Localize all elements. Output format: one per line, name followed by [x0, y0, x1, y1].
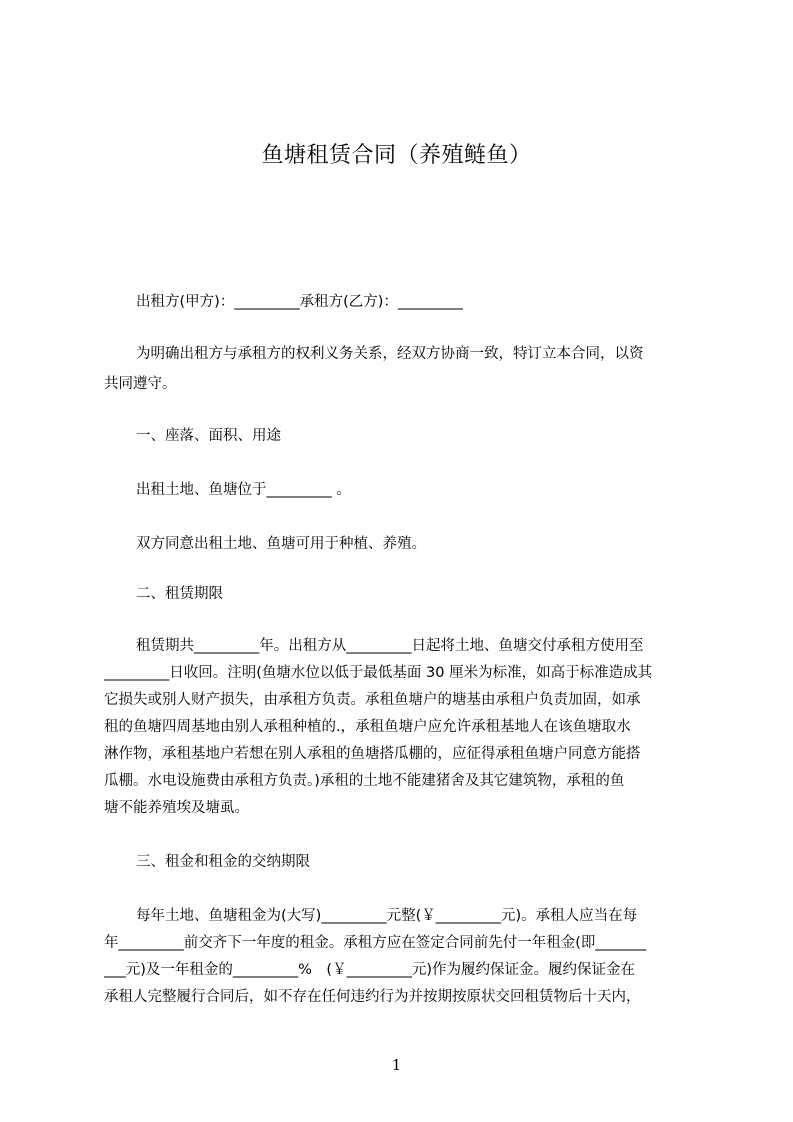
section-2-heading: 二、租赁期限	[136, 586, 223, 602]
intro-line-1: 为明确出租方与承租方的权利义务关系，经双方协商一致，特订立本合同，以资	[136, 346, 644, 362]
section-2-line-5: 淋作物，承租基地户若想在别人承租的鱼塘搭瓜棚的，应征得承租鱼塘户同意方能搭	[104, 746, 641, 762]
section-1-usage: 双方同意出租土地、鱼塘可用于种植、养殖。	[136, 536, 426, 552]
section-1-heading: 一、座落、面积、用途	[136, 428, 281, 444]
section-3-heading: 三、租金和租金的交纳期限	[136, 854, 310, 870]
page-number: 1	[391, 1056, 402, 1074]
section-2-line-1: 租赁期共_________年。出租方从_________日起将土地、鱼塘交付承租方使用至	[136, 638, 644, 654]
section-2-line-3: 它损失或别人财产损失，由承租方负责。承租鱼塘户的塘基由承租户负责加固，如承	[104, 692, 641, 708]
section-3-line-4: 承租人完整履行合同后，如不存在任何违约行为并按期按原状交回租赁物后十天内，	[104, 989, 641, 1005]
section-2-line-7: 塘不能养殖埃及塘虱。	[104, 800, 249, 816]
section-3-line-3: ___元)及一年租金的_________% (￥_________元)作为履约保证金。履约保证金在	[104, 962, 635, 978]
document-title: 鱼塘租赁合同（养殖鲢鱼）	[261, 143, 532, 168]
section-3-line-2: 年_________前交齐下一年度的租金。承租方应在签定合同前先付一年租金(即_______	[104, 935, 647, 951]
section-2-line-6: 瓜棚。水电设施费由承租方负责。)承租的土地不能建猪舍及其它建筑物，承租的鱼	[104, 773, 625, 789]
section-3-line-1: 每年土地、鱼塘租金为(大写)_________元整(￥_________元)。承租人应当在每	[136, 908, 638, 924]
section-1-location: 出租土地、鱼塘位于_________ 。	[136, 482, 351, 498]
intro-line-2: 共同遵守。	[104, 376, 177, 392]
section-2-line-2: _________日收回。注明(鱼塘水位以低于最低基面 30 厘米为标准，如高于标准造成其	[104, 665, 653, 681]
parties-line: 出租方(甲方)：_________承租方(乙方)：_________	[136, 294, 464, 310]
section-2-line-4: 租的鱼塘四周基地由别人承租种植的.，承租鱼塘户应允许承租基地人在该鱼塘取水	[104, 719, 631, 735]
